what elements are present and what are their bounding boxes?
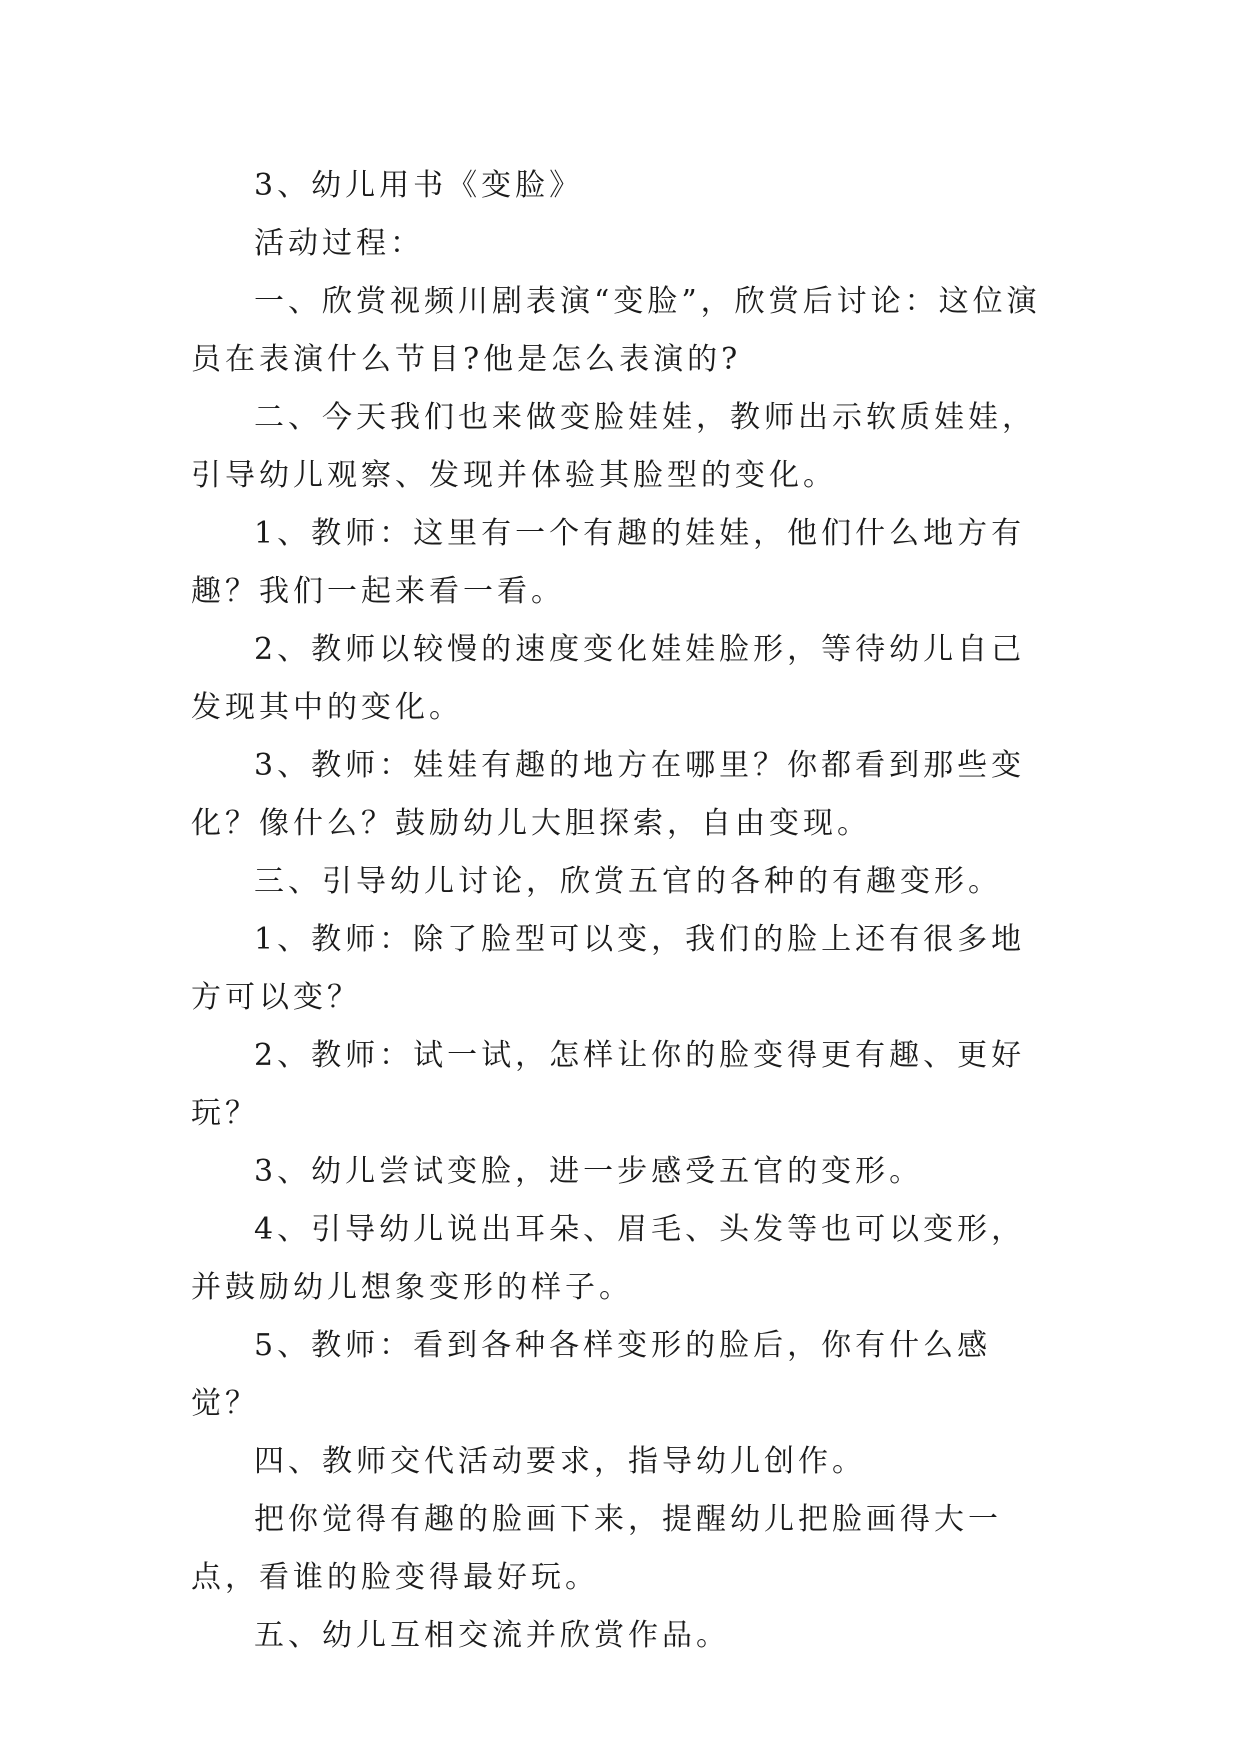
- paragraph-step-three-5: 5、教师：看到各种各样变形的脸后，你有什么感觉？: [191, 1328, 992, 1421]
- paragraph-step-three-1: 1、教师：除了脸型可以变，我们的脸上还有很多地方可以变？: [191, 922, 1026, 1015]
- paragraph-step-two-1: 1、教师：这里有一个有趣的娃娃，他们什么地方有趣？我们一起来看一看。: [191, 516, 1026, 609]
- paragraph-process-heading: 活动过程：: [254, 226, 424, 261]
- paragraph-step-two-3: 3、教师：娃娃有趣的地方在哪里？你都看到那些变化？像什么？鼓励幼儿大胆探索，自由变现。: [191, 748, 1026, 841]
- paragraph-step-one: 一、欣赏视频川剧表演“变脸”，欣赏后讨论：这位演员在表演什么节目?他是怎么表演的?: [191, 284, 1041, 377]
- paragraph-step-three-3: 3、幼儿尝试变脸，进一步感受五官的变形。: [254, 1154, 924, 1189]
- paragraph-materials-book: 3、幼儿用书《变脸》: [254, 168, 584, 203]
- paragraph-step-three: 三、引导幼儿讨论，欣赏五官的各种的有趣变形。: [254, 864, 1002, 899]
- paragraph-step-four-detail: 把你觉得有趣的脸画下来，提醒幼儿把脸画得大一点，看谁的脸变得最好玩。: [191, 1502, 1002, 1595]
- paragraph-step-five: 五、幼儿互相交流并欣赏作品。: [254, 1618, 730, 1653]
- paragraph-step-two-2: 2、教师以较慢的速度变化娃娃脸形，等待幼儿自己发现其中的变化。: [191, 632, 1026, 725]
- paragraph-step-four: 四、教师交代活动要求，指导幼儿创作。: [254, 1444, 866, 1479]
- paragraph-step-two: 二、今天我们也来做变脸娃娃，教师出示软质娃娃，引导幼儿观察、发现并体验其脸型的变化。: [191, 400, 1036, 493]
- paragraph-step-three-4: 4、引导幼儿说出耳朵、眉毛、头发等也可以变形，并鼓励幼儿想象变形的样子。: [191, 1212, 1026, 1305]
- paragraph-step-three-2: 2、教师：试一试，怎样让你的脸变得更有趣、更好玩？: [191, 1038, 1026, 1131]
- document-body: [191, 157, 1056, 1665]
